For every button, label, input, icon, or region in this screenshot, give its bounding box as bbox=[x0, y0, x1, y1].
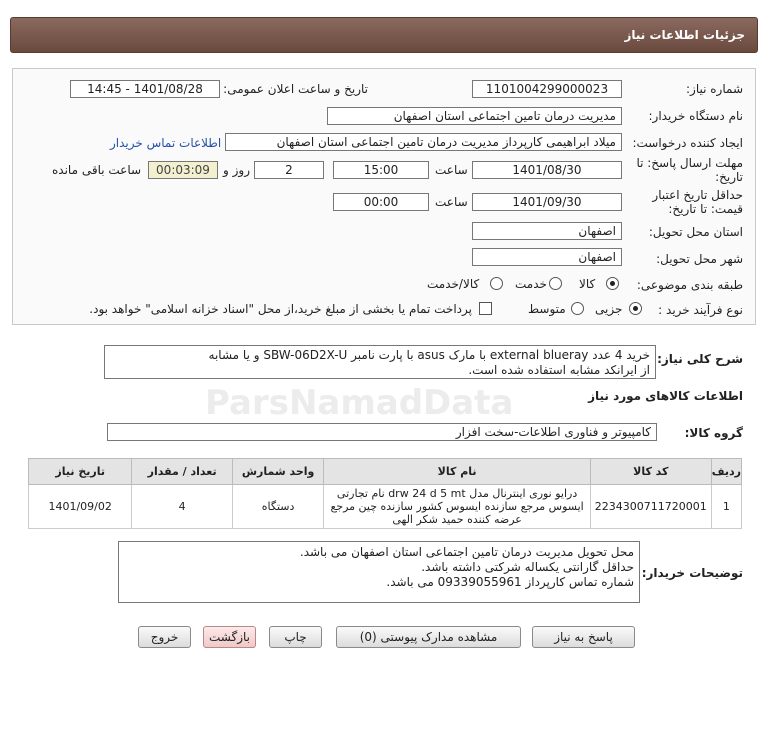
process-option-medium: متوسط bbox=[528, 302, 566, 316]
deadline-label: مهلت ارسال پاسخ: تا bbox=[636, 156, 743, 170]
validity-time-field: 00:00 bbox=[333, 193, 429, 211]
deadline-time-field: 15:00 bbox=[333, 161, 429, 179]
exit-button[interactable]: خروج bbox=[138, 626, 191, 648]
col-quantity: تعداد / مقدار bbox=[132, 459, 232, 485]
goods-section-title: اطلاعات کالاهای مورد نیاز bbox=[588, 389, 743, 403]
respond-button[interactable]: پاسخ به نیاز bbox=[532, 626, 635, 648]
category-radio-service[interactable] bbox=[549, 277, 562, 290]
process-label: نوع فرآیند خرید : bbox=[658, 303, 743, 317]
announce-label: تاریخ و ساعت اعلان عمومی: bbox=[223, 82, 368, 96]
description-label: شرح کلی نیاز: bbox=[657, 352, 743, 366]
category-radio-goods[interactable] bbox=[606, 277, 619, 290]
buyer-org-field: مدیریت درمان تامین اجتماعی استان اصفهان bbox=[327, 107, 622, 125]
validity-date-field: 1401/09/30 bbox=[472, 193, 622, 211]
table-row bbox=[29, 485, 742, 529]
validity-label-date: قیمت: تا تاریخ: bbox=[668, 202, 743, 216]
creator-field: میلاد ابراهیمی کارپرداز مدیریت درمان تامین اجتماعی استان اصفهان bbox=[225, 133, 622, 151]
treasury-checkbox[interactable] bbox=[479, 302, 492, 315]
buyer-note-line-3: شماره تماس کارپرداز 09339055961 می باشد. bbox=[386, 575, 634, 589]
city-field: اصفهان bbox=[472, 248, 622, 266]
attachments-button[interactable]: مشاهده مدارک پیوستی (0) bbox=[336, 626, 521, 648]
row-name: درایو نوری اینترنال مدل drw 24 d 5 mt نام تجارتی ایسوس مرجع سازنده ایسوس کشور سازنده چین مرجع عرضه کننده حمید شکر الهی bbox=[324, 485, 590, 529]
treasury-note: پرداخت تمام یا بخشی از مبلغ خرید،از محل "اسناد خزانه اسلامی" خواهد بود. bbox=[89, 302, 472, 316]
category-label: طبقه بندی موضوعی: bbox=[636, 278, 743, 292]
deadline-time-label: ساعت bbox=[435, 163, 468, 177]
print-button[interactable]: چاپ bbox=[269, 626, 322, 648]
back-button[interactable]: بازگشت bbox=[203, 626, 256, 648]
days-field: 2 bbox=[254, 161, 324, 179]
need-number-field: 1101004299000023 bbox=[472, 80, 622, 98]
row-quantity: 4 bbox=[132, 485, 232, 529]
row-date: 1401/09/02 bbox=[29, 485, 132, 529]
buyer-notes-label: توضیحات خریدار: bbox=[641, 566, 743, 580]
row-index: 1 bbox=[711, 485, 741, 529]
validity-time-label: ساعت bbox=[435, 195, 468, 209]
buyer-note-line-2: حداقل گارانتی یکساله شرکتی داشته باشد. bbox=[421, 560, 634, 574]
announce-field: 1401/08/28 - 14:45 bbox=[70, 80, 220, 98]
days-label: روز و bbox=[223, 163, 250, 177]
validity-label: حداقل تاریخ اعتبار bbox=[652, 188, 743, 202]
row-unit: دستگاه bbox=[232, 485, 324, 529]
goods-group-label: گروه کالا: bbox=[684, 426, 743, 440]
buyer-org-label: نام دستگاه خریدار: bbox=[648, 109, 743, 123]
buyer-notes-box bbox=[118, 541, 640, 603]
need-number-label: شماره نیاز: bbox=[686, 82, 743, 96]
city-label: شهر محل تحویل: bbox=[656, 252, 743, 266]
remaining-label: ساعت باقی مانده bbox=[52, 163, 142, 177]
watermark-text: ParsNamadData bbox=[205, 383, 514, 423]
page-title: جزئیات اطلاعات نیاز bbox=[624, 28, 745, 42]
creator-label: ایجاد کننده درخواست: bbox=[632, 136, 743, 150]
description-box bbox=[104, 345, 656, 379]
category-option-service: خدمت bbox=[515, 277, 547, 291]
col-code: کد کالا bbox=[590, 459, 711, 485]
process-radio-medium[interactable] bbox=[571, 302, 584, 315]
deadline-date-field: 1401/08/30 bbox=[472, 161, 622, 179]
col-date: تاریخ نیاز bbox=[29, 459, 132, 485]
row-code: 2234300711720001 bbox=[590, 485, 711, 529]
page-header bbox=[10, 17, 758, 53]
col-unit: واحد شمارش bbox=[232, 459, 324, 485]
description-line-2: از ایرانکد مشابه استفاده شده است. bbox=[468, 363, 650, 377]
goods-group-field: کامپیوتر و فناوری اطلاعات-سخت افزار bbox=[107, 423, 657, 441]
goods-table-header bbox=[29, 459, 742, 485]
col-name: نام کالا bbox=[324, 459, 590, 485]
col-index: ردیف bbox=[711, 459, 741, 485]
buyer-contact-link[interactable]: اطلاعات تماس خریدار bbox=[110, 136, 222, 150]
buyer-note-line-1: محل تحویل مدیریت درمان تامین اجتماعی استان اصفهان می باشد. bbox=[299, 545, 634, 559]
province-label: استان محل تحویل: bbox=[648, 225, 743, 239]
category-option-goods: کالا bbox=[579, 277, 596, 291]
category-radio-both[interactable] bbox=[490, 277, 503, 290]
description-line-1: خرید 4 عدد external blueray با مارک asus با پارت نامبر SBW-06D2X-U و یا مشابه bbox=[208, 348, 650, 362]
deadline-label-date: تاریخ: bbox=[715, 170, 743, 184]
province-field: اصفهان bbox=[472, 222, 622, 240]
remaining-timer: 00:03:09 bbox=[148, 161, 218, 179]
process-option-minor: جزیی bbox=[595, 302, 623, 316]
category-option-both: کالا/خدمت bbox=[427, 277, 480, 291]
process-radio-minor[interactable] bbox=[629, 302, 642, 315]
goods-table bbox=[28, 458, 742, 529]
